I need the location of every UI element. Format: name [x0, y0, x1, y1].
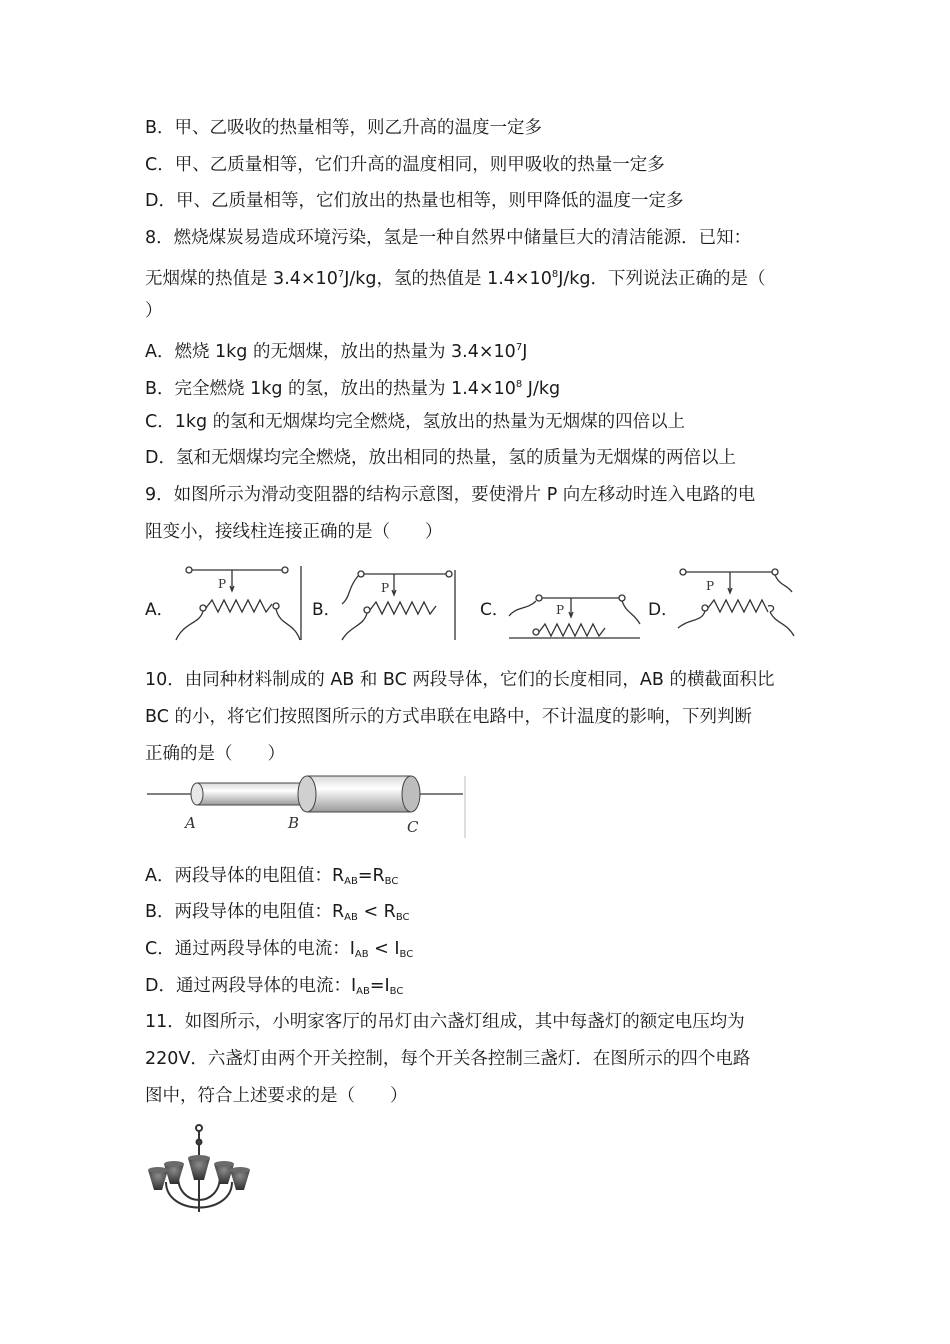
q9-slider-label-b: P: [381, 581, 390, 595]
q10-option-d: D．通过两段导体的电流：$I_{AB}=I_{BC}$: [145, 976, 404, 997]
q9-rheostat-a: [170, 564, 302, 642]
q9-slider-label-a: P: [218, 577, 227, 591]
q8-option-d: D．氢和无烟煤均完全燃烧，放出相同的热量，氢的质量为无烟煤的两倍以上: [145, 448, 736, 468]
q9-label-c: C．: [480, 600, 509, 620]
q10-label-b: B: [288, 814, 300, 832]
q10-conductor-figure: [145, 776, 467, 840]
q8-option-b: B．完全燃烧 1kg 的氢，放出的热量为 $1.4\times 10^8$ J/kg: [145, 379, 561, 399]
q10-stem-line3: 正确的是（ ）: [145, 744, 285, 764]
q11-stem-line3: 图中，符合上述要求的是（ ）: [145, 1086, 408, 1106]
q7-option-b: B．甲、乙吸收的热量相等，则乙升高的温度一定多: [145, 118, 543, 138]
q10-stem-line1: 10．由同种材料制成的 AB 和 BC 两段导体，它们的长度相同，AB 的横截面积比: [145, 670, 775, 690]
q9-label-d: D．: [648, 600, 679, 620]
q9-rheostat-c: [507, 590, 642, 642]
q11-stem-line1: 11．如图所示，小明家客厅的吊灯由六盏灯组成，其中每盏灯的额定电压均为: [145, 1012, 745, 1032]
q11-stem-line2: 220V．六盏灯由两个开关控制，每个开关各控制三盏灯．在图所示的四个电路: [145, 1049, 751, 1069]
q10-label-c: C: [407, 818, 419, 836]
chandelier-image: [144, 1118, 252, 1222]
q9-stem-line1: 9．如图所示为滑动变阻器的结构示意图，要使滑片 P 向左移动时连入电路的电: [145, 485, 756, 505]
q9-label-b: B．: [312, 600, 341, 620]
q9-stem-line2: 阻变小，接线柱连接正确的是（ ）: [145, 522, 443, 542]
q8-stem-line1: 8．燃烧煤炭易造成环境污染，氢是一种自然界中储量巨大的清洁能源．已知：: [145, 228, 752, 248]
q9-slider-label-c: P: [556, 603, 565, 617]
q9-slider-label-d: P: [706, 579, 715, 593]
q10-label-a: A: [185, 814, 196, 832]
q8-stem-line2: 无烟煤的热值是 $3.4\times 10^7J/kg$，氢的热值是 $1.4\times 10^8J/kg$．下列说法正确的是（: [145, 269, 766, 289]
q9-label-a: A．: [145, 600, 174, 620]
q10-option-c: C．通过两段导体的电流：$I_{AB} < I_{BC}$: [145, 939, 414, 960]
q7-option-c: C．甲、乙质量相等，它们升高的温度相同，则甲吸收的热量一定多: [145, 155, 665, 175]
q8-stem-line3: ）: [145, 301, 163, 321]
q10-stem-line2: BC 的小，将它们按照图所示的方式串联在电路中，不计温度的影响，下列判断: [145, 707, 752, 727]
q9-rheostat-b: [338, 568, 460, 642]
q10-option-a: A．两段导体的电阻值：$R_{AB}=R_{BC}$: [145, 866, 399, 887]
q7-option-d: D．甲、乙质量相等，它们放出的热量也相等，则甲降低的温度一定多: [145, 191, 684, 211]
q9-rheostat-d: [676, 566, 796, 642]
q8-option-a: A．燃烧 1kg 的无烟煤，放出的热量为 $3.4\times 10^7J$: [145, 342, 528, 362]
q10-option-b: B．两段导体的电阻值：$R_{AB} < R_{BC}$: [145, 902, 410, 923]
q8-option-c: C．1kg 的氢和无烟煤均完全燃烧，氢放出的热量为无烟煤的四倍以上: [145, 412, 686, 432]
